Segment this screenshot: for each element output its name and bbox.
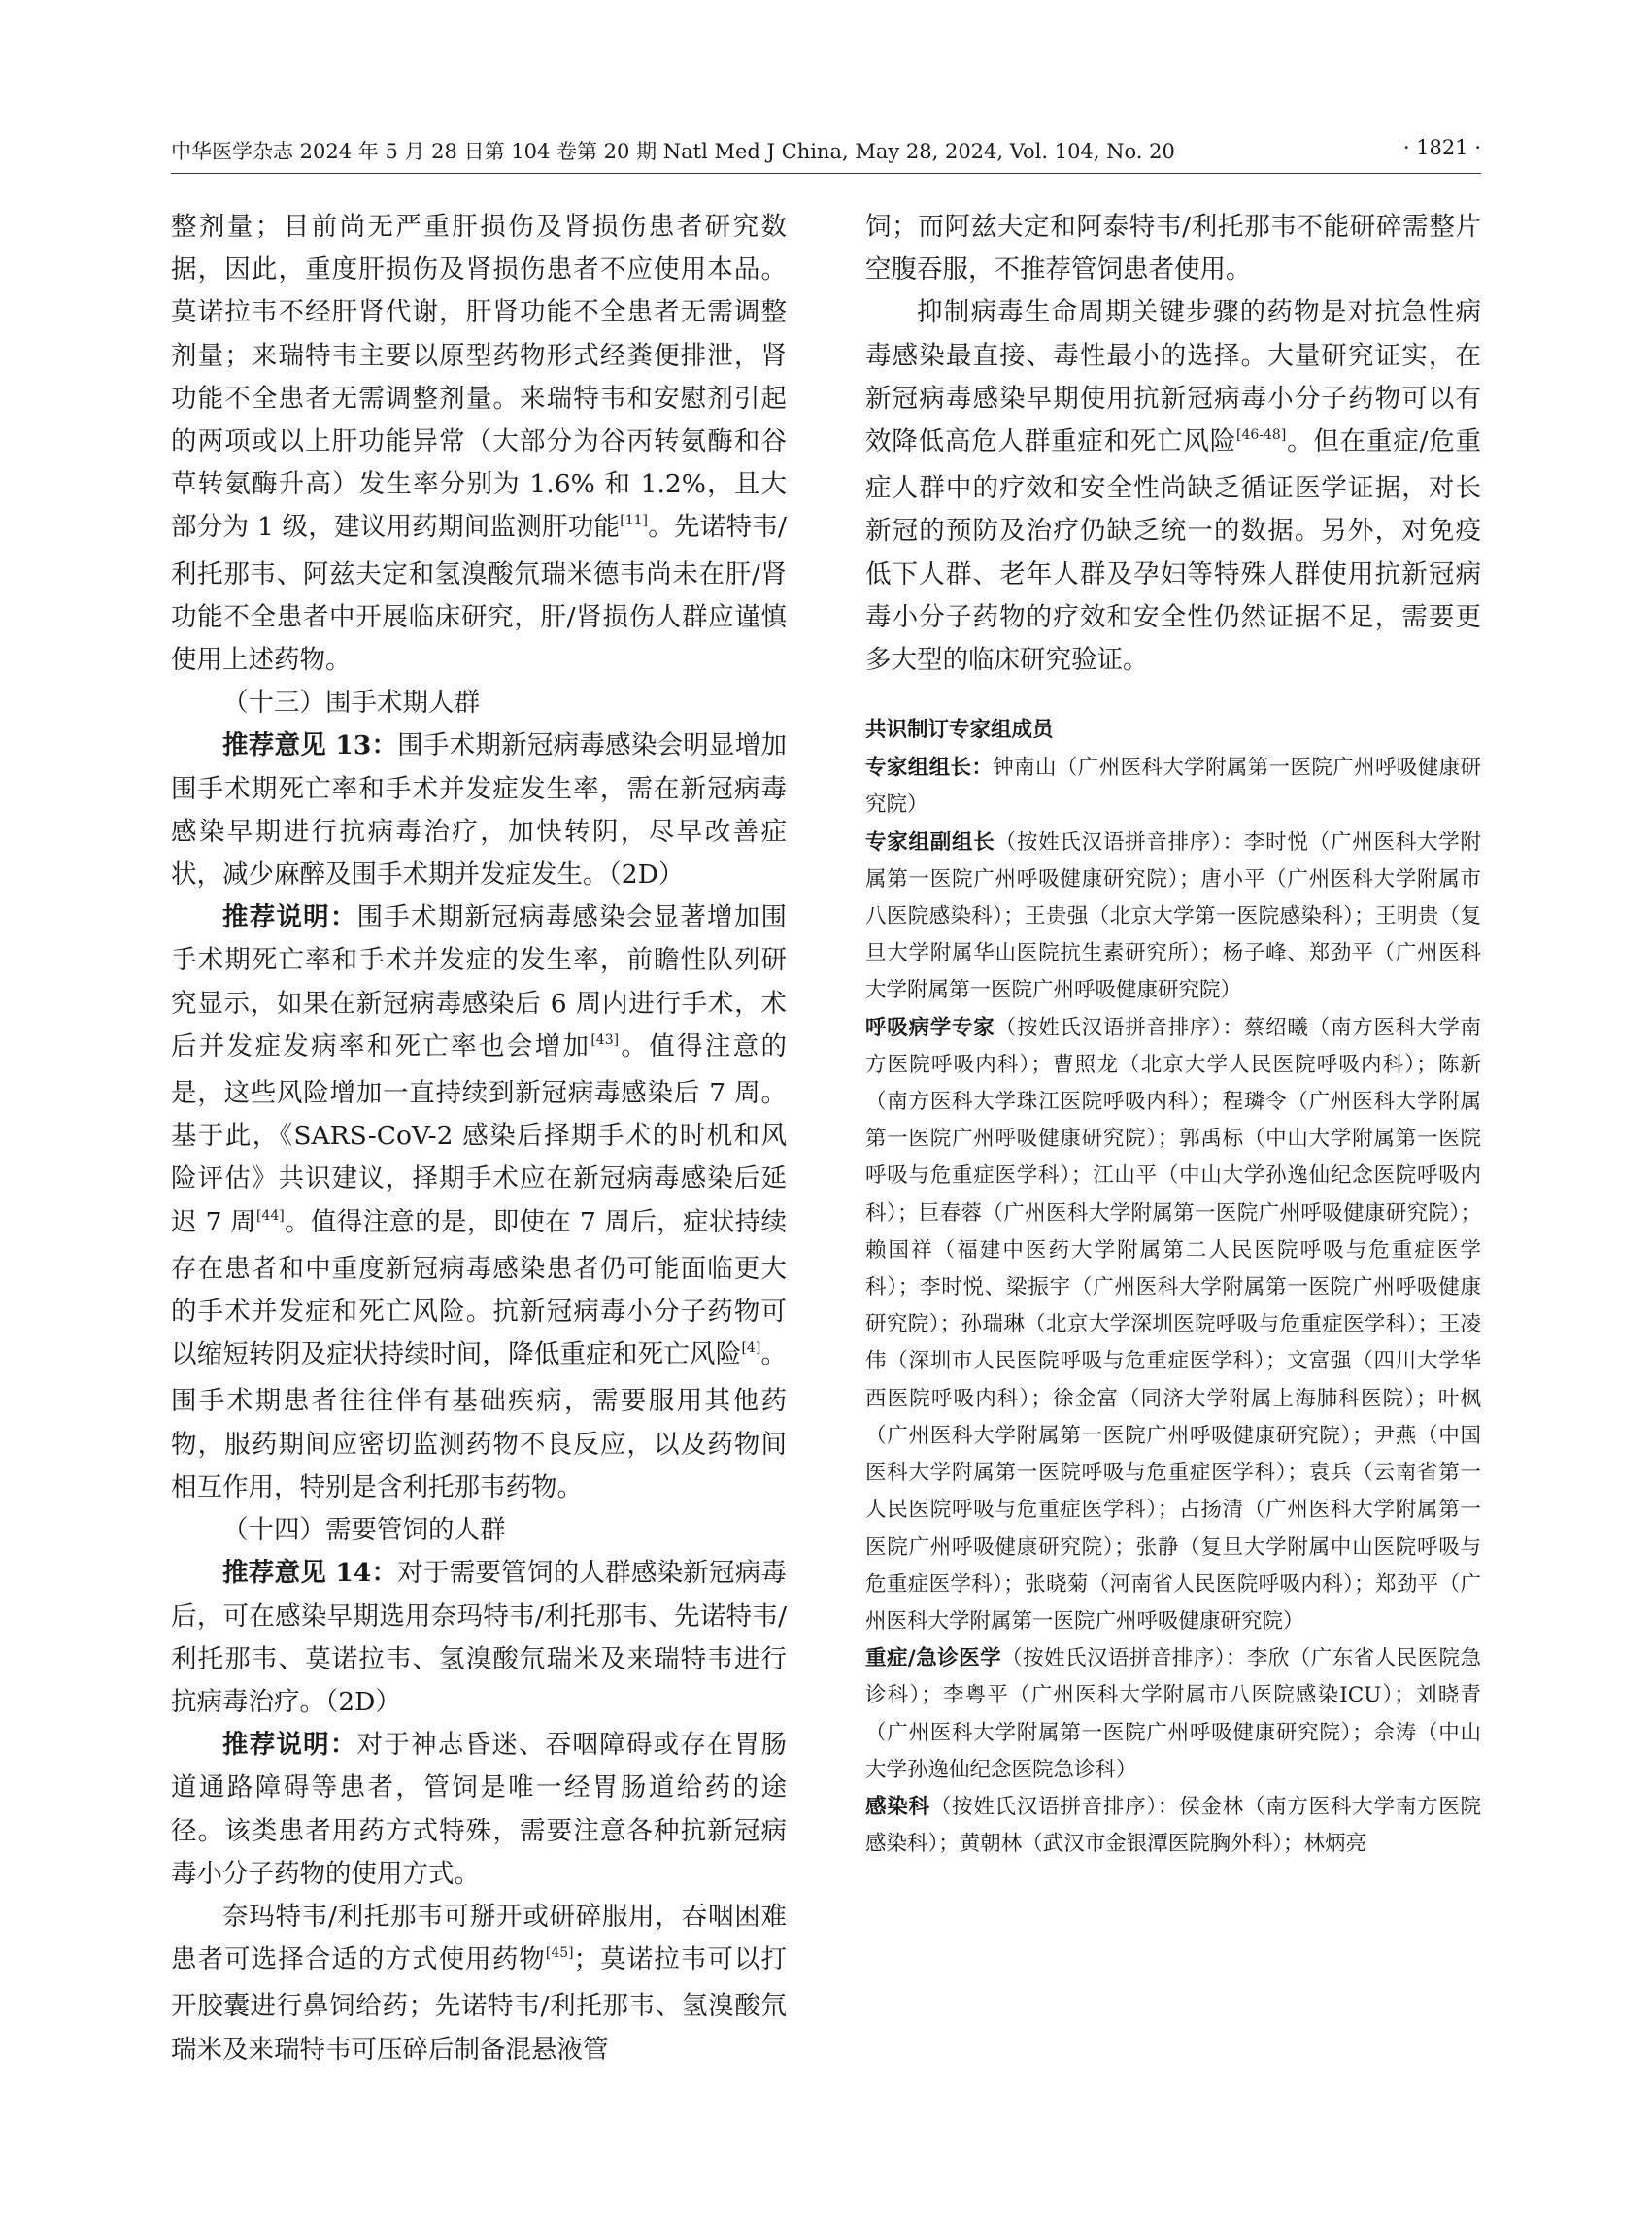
member-role-label: 感染科	[865, 1794, 930, 1819]
recommendation-label: 推荐意见 13：	[222, 730, 398, 761]
text: 奈玛特韦/利托那韦可掰开或研碎服用，吞咽困难患者可选择合适的方式使用药物	[171, 1901, 787, 1975]
member-role-label: 专家组组长：	[865, 756, 994, 781]
member-entry	[865, 1640, 1481, 1789]
text: 抑制病毒生命周期关键步骤的药物是对抗急性病毒感染最直接、毒性最小的选择。大量研究证实，在新冠病毒感染早期使用抗新冠病毒小分子药物可以有效降低高危人群重症和死亡风险	[865, 297, 1481, 457]
citation: [44]	[256, 1207, 285, 1224]
members-title: 共识制订专家组成员	[865, 718, 1054, 743]
explanation-14	[171, 1724, 787, 1896]
paragraph	[171, 1896, 787, 2072]
recommendation-label: 推荐意见 14：	[222, 1558, 398, 1589]
paragraph	[865, 291, 1481, 682]
text: 。先诺特韦/利托那韦、阿兹夫定和氢溴酸氘瑞米德韦尚未在肝/肾功能不全患者中开展临床研究，肝/肾损伤人群应谨慎使用上述药物。	[171, 512, 787, 676]
member-entry	[865, 825, 1481, 1010]
recommendation-13	[171, 725, 787, 896]
text: 。值得注意的是，即使在 7 周后，症状持续存在患者和中重度新冠病毒感染患者仍可能面临更大的手术并发症和死亡风险。抗新冠病毒小分子药物可以缩短转阴及症状持续时间，降低重症和死亡风险	[171, 1206, 787, 1370]
page-number: · 1821 ·	[1402, 136, 1481, 159]
paragraph	[171, 206, 787, 682]
member-entry	[865, 1010, 1481, 1640]
citation: [45]	[545, 1945, 574, 1962]
member-names: （按姓氏汉语拼音排序）：李时悦（广州医科大学附属第一医院广州呼吸健康研究院）；唐小平（广州医科大学附属市八医院感染科）；王贵强（北京大学第一医院感染科）；王明贵（复旦大学附属华山医院抗生素研究所）；杨子峰、郑劲平（广州医科大学附属第一医院广州呼吸健康研究院）	[865, 829, 1481, 1003]
section-heading: （十三）围手术期人群	[222, 688, 480, 719]
member-entry	[865, 750, 1481, 824]
left-column	[171, 206, 787, 2072]
citation: [4]	[741, 1340, 761, 1357]
member-names: （按姓氏汉语拼音排序）：侯金林（南方医科大学南方医院感染科）；黄朝林（武汉市金银潭医院胸外科）；林炳亮	[865, 1794, 1481, 1857]
recommendation-14	[171, 1552, 787, 1724]
explanation-label: 推荐说明：	[222, 902, 357, 933]
text: 。值得注意的是，这些风险增加一直持续到新冠病毒感染后 7 周。基于此，《SARS-CoV-2 感染后择期手术的时机和风险评估》共识建议，择期手术应在新冠病毒感染后延迟 7 周	[171, 1030, 788, 1237]
text: 。围手术期患者往往伴有基础疾病，需要服用其他药物，服药期间应密切监测药物不良反应，以及药物间相互作用，特别是含利托那韦药物。	[171, 1339, 788, 1502]
text: ；莫诺拉韦可以打开胶囊进行鼻饲给药；先诺特韦/利托那韦、氢溴酸氘瑞米及来瑞特韦可压碎后制备混悬液管	[171, 1944, 788, 2065]
member-names: 钟南山（广州医科大学附属第一医院广州呼吸健康研究院）	[865, 756, 1481, 818]
right-column	[865, 206, 1481, 1863]
text: 围手术期新冠病毒感染会明显增加围手术期死亡率和手术并发症发生率，需在新冠病毒感染早期进行抗病毒治疗，加快转阴，尽早改善症状，减少麻醉及围手术期并发症发生。（2D）	[171, 730, 787, 891]
text: 。但在重症/危重症人群中的疗效和安全性尚缺乏循证医学证据，对长新冠的预防及治疗仍缺乏统一的数据。另外，对免疫低下人群、老年人群及孕妇等特殊人群使用抗新冠病毒小分子药物的疗效和安全性仍然证据不足，需要更多大型的临床研究验证。	[865, 426, 1482, 676]
paragraph: 饲；而阿兹夫定和阿泰特韦/利托那韦不能研碎需整片空腹吞服，不推荐管饲患者使用。	[865, 212, 1481, 286]
member-role-label: 专家组副组长	[865, 829, 995, 855]
explanation-label: 推荐说明：	[222, 1730, 357, 1761]
running-header	[171, 134, 1481, 174]
member-entry	[865, 1789, 1481, 1863]
citation: [46-48]	[1236, 427, 1287, 444]
member-role-label: 呼吸病学专家	[865, 1015, 995, 1040]
member-names: （按姓氏汉语拼音排序）：李欣（广东省人民医院急诊科）；李粤平（广州医科大学附属市八医院感染ICU）；刘晓青（广州医科大学附属第一医院广州呼吸健康研究院）；佘涛（中山大学孙逸仙纪念医院急诊科）	[865, 1646, 1481, 1782]
explanation-13	[171, 896, 787, 1509]
text: 对于需要管饲的人群感染新冠病毒后，可在感染早期选用奈玛特韦/利托那韦、先诺特韦/利托那韦、莫诺拉韦、氢溴酸氘瑞米及来瑞特韦进行抗病毒治疗。（2D）	[171, 1558, 787, 1717]
text: 对于神志昏迷、吞咽障碍或存在胃肠道通路障碍等患者，管饲是唯一经胃肠道给药的途径。该类患者用药方式特殊，需要注意各种抗新冠病毒小分子药物的使用方式。	[171, 1730, 787, 1889]
member-role-label: 重症/急诊医学	[865, 1646, 1002, 1671]
text: 围手术期新冠病毒感染会显著增加围手术期死亡率和手术并发症的发生率，前瞻性队列研究显示，如果在新冠病毒感染后 6 周内进行手术，术后并发症发病率和死亡率也会增加	[171, 902, 787, 1062]
text: 整剂量；目前尚无严重肝损伤及肾损伤患者研究数据，因此，重度肝损伤及肾损伤患者不应使用本品。莫诺拉韦不经肝肾代谢，肝肾功能不全患者无需调整剂量；来瑞特韦主要以原型药物形式经粪便排泄，肾功能不全患者无需调整剂量。来瑞特韦和安慰剂引起的两项或以上肝功能异常（大部分为谷丙转氨酶和谷草转氨酶升高）发生率分别为 1.6% 和 1.2%，且大部分为 1 级，建议用药期间监测肝功能	[171, 212, 787, 543]
member-names: （按姓氏汉语拼音排序）：蔡绍曦（南方医科大学南方医院呼吸内科）；曹照龙（北京大学人民医院呼吸内科）；陈新（南方医科大学珠江医院呼吸内科）；程璘令（广州医科大学附属第一医院广州呼吸健康研究院）；郭禹标（中山大学附属第一医院呼吸与危重症医学科）；江山平（中山大学孙逸仙纪念医院呼吸内科）；巨春蓉（广州医科大学附属第一医院广州呼吸健康研究院）；赖国祥（福建中医药大学附属第二人民医院呼吸与危重症医学科）；李时悦、梁振宇（广州医科大学附属第一医院广州呼吸健康研究院）；孙瑞琳（北京大学深圳医院呼吸与危重症医学科）；王凌伟（深圳市人民医院呼吸与危重症医学科）；文富强（四川大学华西医院呼吸内科）；徐金富（同济大学附属上海肺科医院）；叶枫（广州医科大学附属第一医院广州呼吸健康研究院）；尹燕（中国医科大学附属第一医院呼吸与危重症医学科）；袁兵（云南省第一人民医院呼吸与危重症医学科）；占扬清（广州医科大学附属第一医院广州呼吸健康研究院）；张静（复旦大学附属中山医院呼吸与危重症医学科）；张晓菊（河南省人民医院呼吸内科）；郑劲平（广州医科大学附属第一医院广州呼吸健康研究院）	[865, 1015, 1481, 1634]
section-heading: （十四）需要管饲的人群	[222, 1515, 506, 1546]
citation: [43]	[590, 1031, 620, 1048]
members-list	[865, 750, 1481, 1863]
citation: [11]	[620, 513, 649, 529]
journal-citation: 中华医学杂志 2024 年 5 月 28 日第 104 卷第 20 期 Natl Med J China, May 28, 2024, Vol. 104, No. 20	[171, 140, 1175, 163]
